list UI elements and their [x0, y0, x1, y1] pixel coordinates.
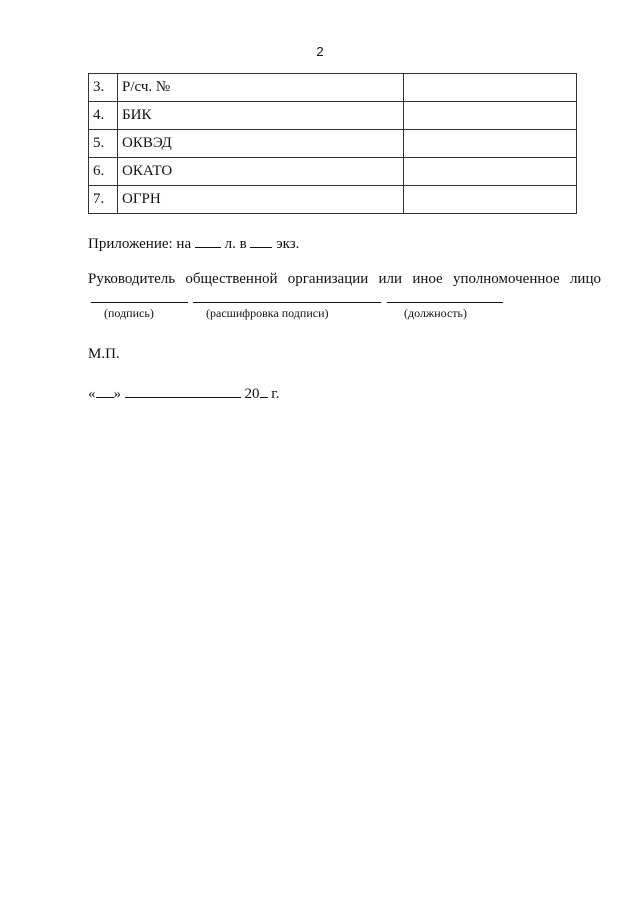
year-suffix: г. — [271, 386, 280, 402]
row-number: 3. — [89, 74, 118, 102]
table-row — [89, 130, 577, 158]
appendix-prefix: Приложение: на — [88, 236, 192, 252]
copies-count-blank[interactable] — [250, 247, 272, 248]
appendix-line — [88, 236, 299, 253]
row-label: ОКАТО — [118, 158, 404, 186]
row-number: 5. — [89, 130, 118, 158]
signature-blank[interactable] — [91, 302, 188, 303]
year-blank[interactable] — [260, 397, 268, 398]
row-value-cell[interactable] — [404, 102, 577, 130]
signature-decoding-caption: (расшифровка подписи) — [206, 306, 329, 320]
position-blank[interactable] — [387, 302, 503, 303]
position-caption: (должность) — [404, 306, 467, 320]
appendix-mid: л. в — [224, 236, 247, 252]
requisites-table — [88, 73, 577, 214]
signature-decoding-blank[interactable] — [193, 302, 381, 303]
signatory-heading: Руководитель общественной организации или иное уполномоченное лицо — [88, 271, 601, 287]
row-label: БИК — [118, 102, 404, 130]
row-number: 4. — [89, 102, 118, 130]
table-row — [89, 186, 577, 214]
table-row — [89, 102, 577, 130]
row-number: 6. — [89, 158, 118, 186]
sheets-count-blank[interactable] — [195, 247, 221, 248]
row-value-cell[interactable] — [404, 158, 577, 186]
row-value-cell[interactable] — [404, 186, 577, 214]
row-label: ОГРН — [118, 186, 404, 214]
stamp-place-label: М.П. — [88, 346, 120, 362]
year-prefix: 20 — [244, 386, 260, 402]
date-open-quote: « — [88, 386, 96, 402]
row-label: Р/сч. № — [118, 74, 404, 102]
row-label: ОКВЭД — [118, 130, 404, 158]
date-line — [88, 386, 279, 403]
signature-caption: (подпись) — [104, 306, 154, 320]
row-value-cell[interactable] — [404, 130, 577, 158]
table-row — [89, 74, 577, 102]
table-row — [89, 158, 577, 186]
page-number: 2 — [316, 44, 324, 59]
appendix-suffix: экз. — [276, 236, 300, 252]
month-blank[interactable] — [125, 397, 241, 398]
day-blank[interactable] — [96, 397, 114, 398]
row-number: 7. — [89, 186, 118, 214]
date-close-quote: » — [113, 386, 121, 402]
row-value-cell[interactable] — [404, 74, 577, 102]
